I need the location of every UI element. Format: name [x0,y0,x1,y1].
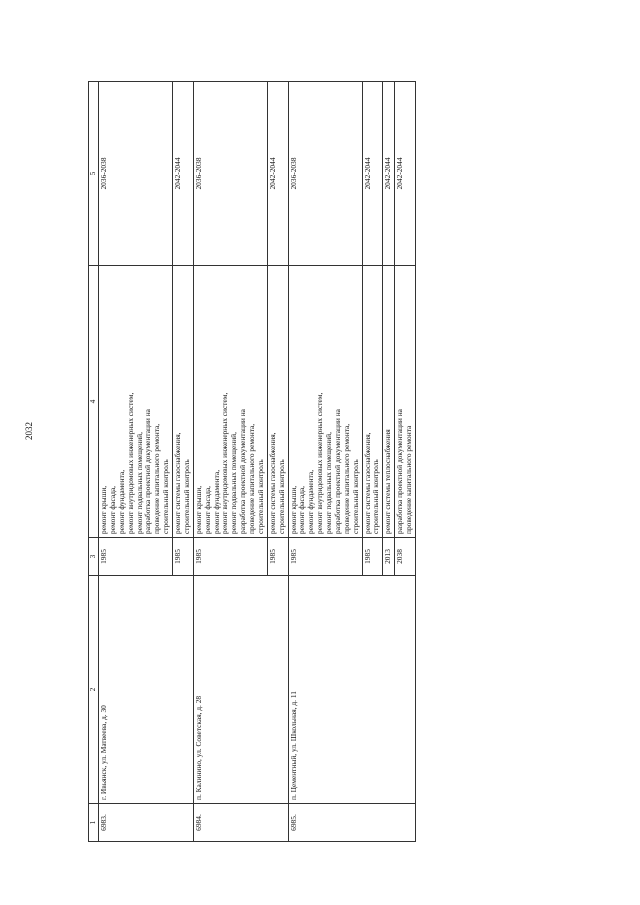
work-item: ремонт фасада, [107,486,117,534]
work-item: ремонт внутридомовых инженерных систем, [125,392,135,534]
header-cell: 2 [89,576,99,804]
works-list [267,266,288,538]
work-item: ремонт подвальных помещений, [229,432,239,534]
entry-number: 6983. [99,804,194,842]
work-item: ремонт внутридомовых инженерных систем, [220,392,230,534]
planned-period: 2042-2044 [267,82,288,266]
works-list [395,266,416,538]
work-item: проведение капитального ремонта, [152,423,162,534]
work-item: строительный контроль [350,459,360,534]
header-row [89,82,99,842]
works-list [362,266,383,538]
work-item: ремонт подвальных помещений, [134,432,144,534]
table-row [193,82,267,842]
table-row [288,82,362,842]
work-item: ремонт подвальных помещений, [324,432,333,534]
work-item: ремонт системы газоснабжения, [173,432,182,534]
planned-period: 2036-2038 [193,82,267,266]
entry-number: 6985. [288,804,415,842]
planned-period: 2042-2044 [395,82,416,266]
work-item: ремонт крыши, [288,485,298,534]
work-item: ремонт крыши, [99,485,108,534]
commission-year: 1985 [173,538,194,576]
planned-period: 2042-2044 [362,82,383,266]
rotated-table-wrapper [88,82,508,842]
header-cell: 4 [89,266,99,538]
work-item: разработка проектной документации на [238,409,248,534]
planned-period: 2036-2038 [288,82,362,266]
commission-year: 2038 [395,538,416,576]
work-item: проведение капитального ремонта, [247,423,256,534]
works-list [173,266,194,538]
work-item: ремонт системы теплоснабжения [383,429,393,534]
table-body [99,82,416,842]
page-number: 2032 [24,422,34,440]
header-cell: 3 [89,538,99,576]
repair-schedule-table [88,81,416,842]
entry-number: 6984. [193,804,288,842]
works-list [288,266,362,538]
commission-year: 2013 [383,538,395,576]
entry-address: п. Калинино, ул. Советская, д. 28 [193,576,288,804]
work-item: ремонт системы газоснабжения, [362,432,372,534]
work-item: строительный контроль [181,459,191,534]
commission-year: 1985 [362,538,383,576]
planned-period: 2042-2044 [383,82,395,266]
works-list [383,266,395,538]
work-item: ремонт системы газоснабжения, [267,432,277,534]
work-item: ремонт фундамента, [211,469,221,534]
work-item: ремонт крыши, [193,485,203,534]
work-item: ремонт фасада, [202,486,212,534]
work-item: разработка проектной документации на [143,409,153,534]
work-item: строительный контроль [255,459,265,534]
commission-year: 1985 [193,538,267,576]
planned-period: 2036-2038 [99,82,173,266]
work-item: разработка проектной документации на [332,409,342,534]
work-item: строительный контроль [161,459,171,534]
header-cell: 5 [89,82,99,266]
work-item: ремонт фасада, [297,486,307,534]
commission-year: 1985 [267,538,288,576]
commission-year: 1985 [288,538,362,576]
entry-address: п. Цементный, ул. Школьная, д. 11 [288,576,415,804]
header-cell: 1 [89,804,99,842]
work-item: строительный контроль [276,459,286,534]
table-row [99,82,173,842]
works-list [99,266,173,538]
work-item: проведение капитального ремонта [404,425,413,534]
commission-year: 1985 [99,538,173,576]
work-item: ремонт внутридомовых инженерных систем, [315,392,325,534]
works-list [193,266,267,538]
entry-address: г. Ивьянск, ул. Матвеева, д. 30 [99,576,194,804]
planned-period: 2042-2044 [173,82,194,266]
work-item: строительный контроль [371,459,381,534]
work-item: разработка проектной документации на [395,409,405,534]
work-item: проведение капитального ремонта, [341,423,351,534]
work-item: ремонт фундамента, [116,469,126,534]
work-item: ремонт фундамента, [306,469,316,534]
